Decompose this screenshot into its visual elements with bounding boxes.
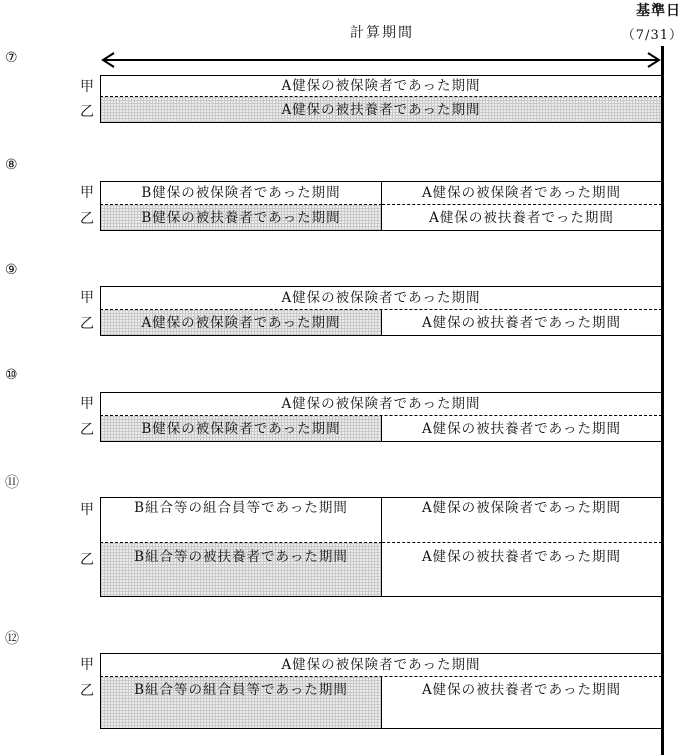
reference-date-value: （7/31） — [621, 28, 683, 43]
period-box: A健保の被保険者であった期間 — [100, 653, 662, 677]
row-label-ko: 甲 — [80, 79, 94, 95]
row-label-otsu: 乙 — [80, 683, 94, 699]
row-label-ko: 甲 — [80, 185, 94, 201]
row-label-otsu: 乙 — [80, 211, 94, 227]
row-label-otsu: 乙 — [80, 552, 94, 568]
period-box: A健保の被保険者であった期間 — [382, 497, 662, 543]
period-box: B健保の被保険者であった期間 — [100, 181, 382, 205]
row-label-ko: 甲 — [80, 657, 94, 673]
period-box: A健保の被扶養者であった期間 — [382, 310, 662, 336]
case-number: ⑨ — [5, 262, 18, 278]
period-box: A健保の被扶養者でった期間 — [382, 205, 662, 231]
period-box-shaded: B健保の被扶養者であった期間 — [100, 205, 382, 231]
period-box: A健保の被保険者であった期間 — [100, 286, 662, 310]
period-box-shaded: B健保の被保険者であった期間 — [100, 416, 382, 442]
case-number: ⑦ — [5, 50, 18, 66]
row-label-otsu: 乙 — [80, 316, 94, 332]
case-number: ⑩ — [5, 367, 18, 383]
case-number: ⑪ — [5, 475, 19, 491]
case-number: ⑫ — [5, 631, 19, 647]
period-box: A健保の被保険者であった期間 — [100, 75, 662, 97]
row-label-ko: 甲 — [80, 396, 94, 412]
period-box-shaded: A健保の被保険者であった期間 — [100, 310, 382, 336]
row-label-ko: 甲 — [80, 502, 94, 518]
period-box-shaded: B組合等の組合員等であった期間 — [100, 677, 382, 729]
row-label-ko: 甲 — [80, 290, 94, 306]
period-box: B組合等の組合員等であった期間 — [100, 497, 382, 543]
period-box-shaded: A健保の被扶養者であった期間 — [100, 97, 662, 123]
period-box-shaded: B組合等の被扶養者であった期間 — [100, 543, 382, 597]
row-label-otsu: 乙 — [80, 422, 94, 438]
reference-date-title: 基準日 — [636, 3, 681, 19]
period-box: A健保の被保険者であった期間 — [100, 392, 662, 416]
period-box: A健保の被扶養者であった期間 — [382, 677, 662, 729]
calculation-period-label: 計算期間 — [350, 25, 414, 41]
calculation-period-arrow — [100, 52, 662, 68]
period-box: A健保の被扶養者であった期間 — [382, 416, 662, 442]
period-box: A健保の被保険者であった期間 — [382, 181, 662, 205]
period-box: A健保の被扶養者であった期間 — [382, 543, 662, 597]
row-label-otsu: 乙 — [80, 104, 94, 120]
case-number: ⑧ — [5, 157, 18, 173]
